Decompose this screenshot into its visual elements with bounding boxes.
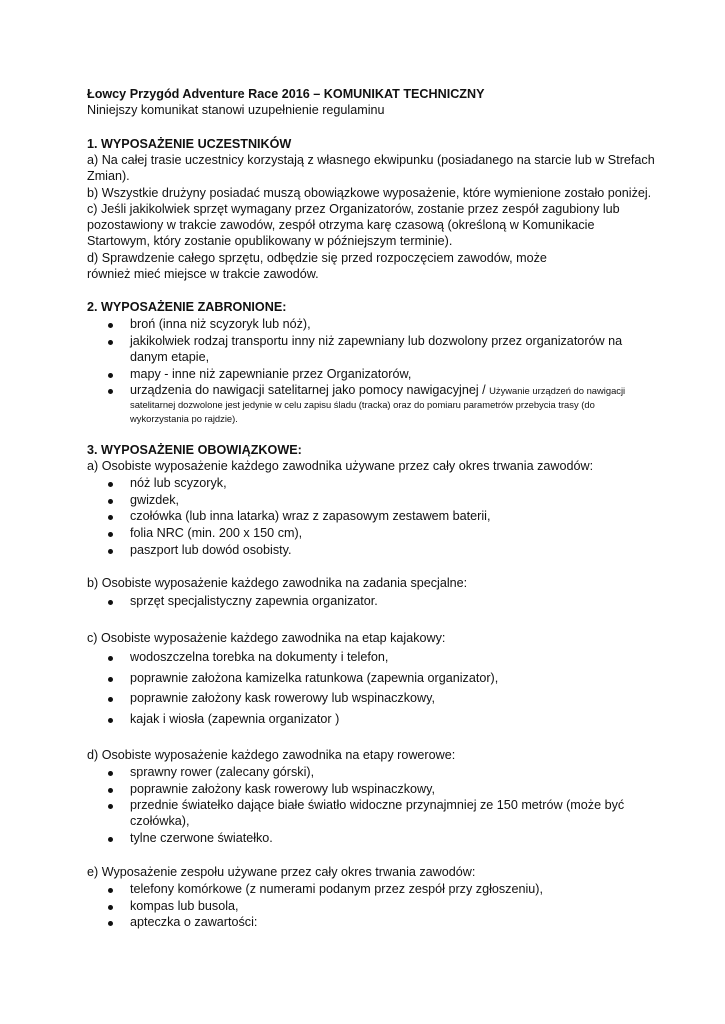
bullet-icon xyxy=(108,788,113,793)
section-1-line: d) Sprawdzenie całego sprzętu, odbędzie się przed rozpoczęciem zawodów, może xyxy=(87,251,547,265)
bullet-icon xyxy=(108,389,113,394)
list-item-text: urządzenia do nawigacji satelitarnej jako pomocy nawigacyjnej / xyxy=(130,383,490,397)
list-item: gwizdek, xyxy=(130,493,179,507)
bullet-icon xyxy=(108,718,113,723)
bullet-icon xyxy=(108,323,113,328)
list-item: poprawnie założony kask rowerowy lub wspinaczkowy, xyxy=(130,782,435,796)
list-item: wodoszczelna torebka na dokumenty i telefon, xyxy=(130,650,389,664)
subsection-c-intro: c) Osobiste wyposażenie każdego zawodnika na etap kajakowy: xyxy=(87,631,446,645)
bullet-icon xyxy=(108,340,113,345)
list-item: nóż lub scyzoryk, xyxy=(130,476,227,490)
document-subtitle: Niniejszy komunikat stanowi uzupełnienie regulaminu xyxy=(87,103,385,117)
list-item: poprawnie założony kask rowerowy lub wspinaczkowy, xyxy=(130,691,435,705)
subsection-e-intro: e) Wyposażenie zespołu używane przez cały okres trwania zawodów: xyxy=(87,865,476,879)
bullet-icon xyxy=(108,499,113,504)
list-item: telefony komórkowe (z numerami podanym przez zespół przy zgłoszeniu), xyxy=(130,882,543,896)
bullet-icon xyxy=(108,771,113,776)
list-item: jakikolwiek rodzaj transportu inny niż zapewniany lub dozwolony przez organizatorów na xyxy=(130,334,623,348)
bullet-icon xyxy=(108,804,113,809)
section-1-line: c) Jeśli jakikolwiek sprzęt wymagany przez Organizatorów, zostanie przez zespół zagubiony lub xyxy=(87,202,620,216)
section-2-heading: 2. WYPOSAŻENIE ZABRONIONE: xyxy=(87,300,287,314)
list-item: kompas lub busola, xyxy=(130,899,239,913)
list-item: mapy - inne niż zapewnianie przez Organizatorów, xyxy=(130,367,412,381)
subsection-a-intro: a) Osobiste wyposażenie każdego zawodnika używane przez cały okres trwania zawodów: xyxy=(87,459,594,473)
bullet-icon xyxy=(108,888,113,893)
list-item: przednie światełko dające białe światło widoczne przynajmniej ze 150 metrów (może być xyxy=(130,798,625,812)
bullet-icon xyxy=(108,600,113,605)
bullet-icon xyxy=(108,373,113,378)
bullet-icon xyxy=(108,921,113,926)
list-item: kajak i wiosła (zapewnia organizator ) xyxy=(130,712,340,726)
bullet-icon xyxy=(108,697,113,702)
bullet-icon xyxy=(108,515,113,520)
list-item: apteczka o zawartości: xyxy=(130,915,258,929)
section-1-line: Startowym, który zostanie opublikowany w późniejszym terminie). xyxy=(87,234,453,248)
bullet-icon xyxy=(108,549,113,554)
bullet-icon xyxy=(108,677,113,682)
section-1-line: pozostawiony w trakcie zawodów, zespół otrzyma karę czasową (określoną w Komunikacie xyxy=(87,218,595,232)
list-item-continuation: czołówka), xyxy=(130,814,190,828)
list-item-note: Używanie urządzeń do nawigacji xyxy=(489,385,626,396)
list-item: paszport lub dowód osobisty. xyxy=(130,543,292,557)
bullet-icon xyxy=(108,532,113,537)
list-item: sprzęt specjalistyczny zapewnia organizator. xyxy=(130,594,378,608)
section-3-heading: 3. WYPOSAŻENIE OBOWIĄZKOWE: xyxy=(87,443,302,457)
list-item: tylne czerwone światełko. xyxy=(130,831,273,845)
list-item: czołówka (lub inna latarka) wraz z zapasowym zestawem baterii, xyxy=(130,509,491,523)
bullet-icon xyxy=(108,482,113,487)
section-1-line: również mieć miejsce w trakcie zawodów. xyxy=(87,267,319,281)
section-1-line: b) Wszystkie drużyny posiadać muszą obowiązkowe wyposażenie, które wymienione zostało poniżej. xyxy=(87,186,652,200)
bullet-icon xyxy=(108,837,113,842)
section-1-line: Zmian). xyxy=(87,169,130,183)
list-item: folia NRC (min. 200 x 150 cm), xyxy=(130,526,303,540)
list-item: broń (inna niż scyzoryk lub nóż), xyxy=(130,317,311,331)
list-item: poprawnie założona kamizelka ratunkowa (zapewnia organizator), xyxy=(130,671,499,685)
list-item-note-continuation: wykorzystania po rajdzie). xyxy=(130,413,238,424)
bullet-icon xyxy=(108,656,113,661)
subsection-b-intro: b) Osobiste wyposażenie każdego zawodnika na zadania specjalne: xyxy=(87,576,468,590)
subsection-d-intro: d) Osobiste wyposażenie każdego zawodnika na etapy rowerowe: xyxy=(87,748,456,762)
section-1-heading: 1. WYPOSAŻENIE UCZESTNIKÓW xyxy=(87,137,292,151)
document-title: Łowcy Przygód Adventure Race 2016 – KOMUNIKAT TECHNICZNY xyxy=(87,87,485,101)
list-item-continuation: danym etapie, xyxy=(130,350,210,364)
section-1-line: a) Na całej trasie uczestnicy korzystają z własnego ekwipunku (posiadanego na starcie lub w Strefach xyxy=(87,153,655,167)
list-item: sprawny rower (zalecany górski), xyxy=(130,765,315,779)
bullet-icon xyxy=(108,905,113,910)
list-item xyxy=(130,382,625,399)
list-item-note-continuation: satelitarnej dozwolone jest jedynie w celu zapisu śladu (tracka) oraz do pomiaru parametrów przebycia trasy (do xyxy=(130,399,595,410)
